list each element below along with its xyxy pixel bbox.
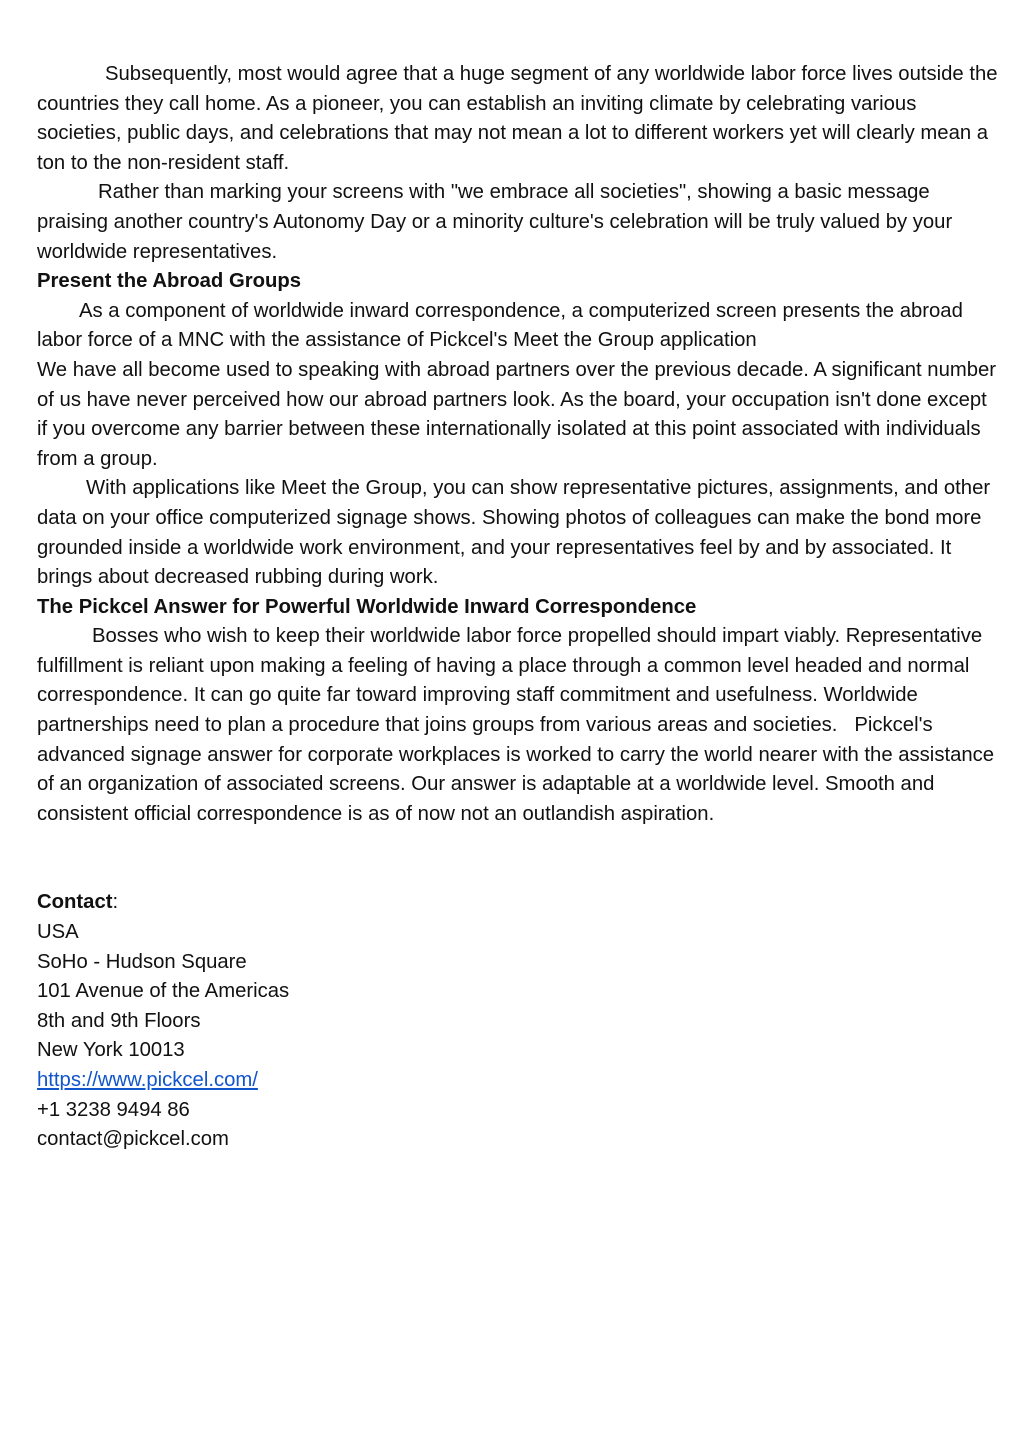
website-link[interactable]: https://www.pickcel.com/ bbox=[37, 1069, 258, 1091]
paragraph-component: As a component of worldwide inward correspondence, a computerized screen presents the abroad labor force of a MNC with the assistance of Pickcel's Meet the Group application bbox=[37, 299, 969, 352]
paragraph-rather-than: Rather than marking your screens with "we embrace all societies", showing a basic message praising another country's Autonomy Day or a minority culture's celebration will be truly valued by your worldwide representatives. bbox=[37, 181, 958, 263]
contact-heading bbox=[37, 888, 999, 918]
contact-label: Contact bbox=[37, 891, 113, 914]
heading-present-abroad-groups: Present the Abroad Groups bbox=[37, 270, 302, 293]
contact-city: New York 10013 bbox=[37, 1039, 185, 1062]
contact-area: SoHo - Hudson Square bbox=[37, 950, 247, 973]
section-spacer bbox=[37, 829, 999, 888]
contact-block bbox=[37, 888, 999, 1154]
paragraph-abroad-partners: We have all become used to speaking with abroad partners over the previous decade. A significant number of us have never perceived how our abroad partners look. As the board, your occupation isn't done except if you overcome any barrier between these internationally isolated at this point associated with individuals from a group. bbox=[37, 358, 1002, 470]
paragraph-meet-the-group: With applications like Meet the Group, you can show representative pictures, assignments, and other data on your office computerized signage shows. Showing photos of colleagues can make the bond more grounded inside a worldwide work environment, and your representatives feel by and by associated. It brings about decreased rubbing during work. bbox=[37, 477, 996, 589]
contact-colon: : bbox=[112, 891, 119, 914]
contact-floors: 8th and 9th Floors bbox=[37, 1009, 201, 1032]
document-body bbox=[37, 60, 1004, 1155]
contact-country: USA bbox=[37, 921, 79, 944]
contact-email: contact@pickcel.com bbox=[37, 1128, 229, 1151]
heading-pickcel-answer: The Pickcel Answer for Powerful Worldwide Inward Correspondence bbox=[37, 595, 697, 618]
paragraph-bosses: Bosses who wish to keep their worldwide labor force propelled should impart viably. Representative fulfillment is reliant upon making a feeling of having a place through a common level headed and normal correspondence. It can go quite far toward improving staff commitment and usefulness. Worldwide partnerships need to plan a procedure that joins groups from various areas and societies. Pickcel's advanced signage answer for corporate workplaces is worked to carry the world nearer with the assistance of an organization of associated screens. Our answer is adaptable at a worldwide level. Smooth and consistent official correspondence is as of now not an outlandish aspiration. bbox=[37, 625, 1000, 825]
contact-street: 101 Avenue of the Americas bbox=[37, 980, 290, 1003]
paragraph-intro: Subsequently, most would agree that a huge segment of any worldwide labor force lives outside the countries they call home. As a pioneer, you can establish an inviting climate by celebrating various societies, public days, and celebrations that may not mean a lot to different workers yet will clearly mean a ton to the non-resident staff. bbox=[37, 63, 1004, 174]
contact-phone: +1 3238 9494 86 bbox=[37, 1098, 190, 1121]
contact-website-line bbox=[37, 1066, 999, 1096]
